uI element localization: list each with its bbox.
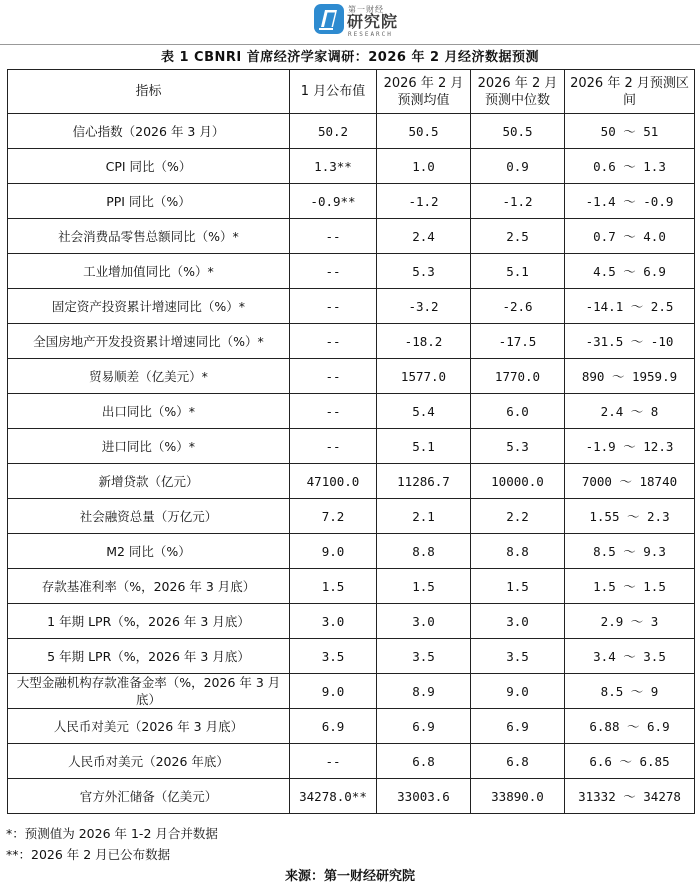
forecast-range-cell: 6.6 ～ 6.85: [565, 744, 695, 779]
table-row: [8, 534, 695, 569]
january-actual-cell: --: [290, 394, 377, 429]
forecast-range-cell: 2.4 ～ 8: [565, 394, 695, 429]
table-row: [8, 744, 695, 779]
table-header-row: [8, 70, 695, 114]
indicator-cell: 大型金融机构存款准备金率（%，2026 年 3 月底）: [8, 674, 290, 709]
indicator-cell: M2 同比（%）: [8, 534, 290, 569]
column-header-forecast-range: 2026 年 2 月预测区间: [565, 70, 695, 114]
january-actual-cell: 1.5: [290, 569, 377, 604]
table-row: [8, 324, 695, 359]
table-row: [8, 499, 695, 534]
january-actual-cell: --: [290, 219, 377, 254]
forecast-range-cell: 0.6 ～ 1.3: [565, 149, 695, 184]
forecast-median-cell: 50.5: [471, 114, 565, 149]
header: [0, 0, 700, 44]
forecast-median-cell: 6.8: [471, 744, 565, 779]
forecast-mean-cell: 2.1: [377, 499, 471, 534]
forecast-mean-cell: 8.8: [377, 534, 471, 569]
indicator-cell: CPI 同比（%）: [8, 149, 290, 184]
indicator-cell: 人民币对美元（2026 年底）: [8, 744, 290, 779]
table-row: [8, 569, 695, 604]
indicator-cell: 出口同比（%）*: [8, 394, 290, 429]
table-row: [8, 429, 695, 464]
indicator-cell: 人民币对美元（2026 年 3 月底）: [8, 709, 290, 744]
january-actual-cell: --: [290, 744, 377, 779]
logo: [313, 3, 423, 39]
forecast-mean-cell: 6.8: [377, 744, 471, 779]
table-row: [8, 114, 695, 149]
table-row: [8, 464, 695, 499]
forecast-mean-cell: -1.2: [377, 184, 471, 219]
indicator-cell: 全国房地产开发投资累计增速同比（%）*: [8, 324, 290, 359]
january-actual-cell: 9.0: [290, 534, 377, 569]
footnote-single-star: *：预测值为 2026 年 1-2 月合并数据: [6, 826, 218, 841]
indicator-cell: 存款基准利率（%，2026 年 3 月底）: [8, 569, 290, 604]
indicator-cell: 社会消费品零售总额同比（%）*: [8, 219, 290, 254]
forecast-range-cell: -1.4 ～ -0.9: [565, 184, 695, 219]
forecast-median-cell: 1770.0: [471, 359, 565, 394]
forecast-table: [7, 69, 695, 814]
table-row: [8, 779, 695, 814]
forecast-mean-cell: 2.4: [377, 219, 471, 254]
logo-brand-en: RESEARCH: [348, 31, 393, 38]
column-header-forecast-mean: 2026 年 2 月预测均值: [377, 70, 471, 114]
table-row: [8, 289, 695, 324]
forecast-range-cell: 8.5 ～ 9: [565, 674, 695, 709]
indicator-cell: 新增贷款（亿元）: [8, 464, 290, 499]
forecast-mean-cell: 50.5: [377, 114, 471, 149]
forecast-mean-cell: 1577.0: [377, 359, 471, 394]
column-header-forecast-median: 2026 年 2 月预测中位数: [471, 70, 565, 114]
indicator-cell: 官方外汇储备（亿美元）: [8, 779, 290, 814]
table-row: [8, 149, 695, 184]
forecast-median-cell: 9.0: [471, 674, 565, 709]
january-actual-cell: 47100.0: [290, 464, 377, 499]
forecast-median-cell: 10000.0: [471, 464, 565, 499]
forecast-mean-cell: -3.2: [377, 289, 471, 324]
column-header-january-actual: 1 月公布值: [290, 70, 377, 114]
forecast-median-cell: 3.5: [471, 639, 565, 674]
table-row: [8, 639, 695, 674]
january-actual-cell: --: [290, 359, 377, 394]
indicator-cell: PPI 同比（%）: [8, 184, 290, 219]
forecast-mean-cell: 1.5: [377, 569, 471, 604]
table-title: 表 1 CBNRI 首席经济学家调研：2026 年 2 月经济数据预测: [160, 50, 540, 65]
table-row: [8, 674, 695, 709]
january-actual-cell: 9.0: [290, 674, 377, 709]
forecast-mean-cell: 8.9: [377, 674, 471, 709]
january-actual-cell: 1.3**: [290, 149, 377, 184]
forecast-median-cell: 2.2: [471, 499, 565, 534]
forecast-mean-cell: 11286.7: [377, 464, 471, 499]
forecast-range-cell: -31.5 ～ -10: [565, 324, 695, 359]
header-divider: [0, 44, 700, 45]
january-actual-cell: --: [290, 429, 377, 464]
forecast-range-cell: 0.7 ～ 4.0: [565, 219, 695, 254]
forecast-range-cell: -14.1 ～ 2.5: [565, 289, 695, 324]
forecast-range-cell: 3.4 ～ 3.5: [565, 639, 695, 674]
forecast-range-cell: 6.88 ～ 6.9: [565, 709, 695, 744]
table-row: [8, 359, 695, 394]
forecast-median-cell: 1.5: [471, 569, 565, 604]
table-row: [8, 709, 695, 744]
forecast-range-cell: 1.55 ～ 2.3: [565, 499, 695, 534]
table-row: [8, 184, 695, 219]
forecast-mean-cell: 5.3: [377, 254, 471, 289]
book-logo-icon: [313, 3, 345, 35]
forecast-range-cell: 8.5 ～ 9.3: [565, 534, 695, 569]
logo-brand-big: 研究院: [347, 12, 399, 31]
january-actual-cell: --: [290, 254, 377, 289]
forecast-mean-cell: 3.5: [377, 639, 471, 674]
forecast-median-cell: 8.8: [471, 534, 565, 569]
forecast-range-cell: 2.9 ～ 3: [565, 604, 695, 639]
indicator-cell: 1 年期 LPR（%，2026 年 3 月底）: [8, 604, 290, 639]
logo-brand-small: 第一财经: [348, 5, 384, 14]
forecast-median-cell: -1.2: [471, 184, 565, 219]
january-actual-cell: 3.0: [290, 604, 377, 639]
forecast-range-cell: -1.9 ～ 12.3: [565, 429, 695, 464]
forecast-range-cell: 890 ～ 1959.9: [565, 359, 695, 394]
forecast-median-cell: 0.9: [471, 149, 565, 184]
indicator-cell: 进口同比（%）*: [8, 429, 290, 464]
forecast-median-cell: 3.0: [471, 604, 565, 639]
forecast-median-cell: 5.1: [471, 254, 565, 289]
forecast-mean-cell: 33003.6: [377, 779, 471, 814]
indicator-cell: 5 年期 LPR（%，2026 年 3 月底）: [8, 639, 290, 674]
forecast-median-cell: 6.9: [471, 709, 565, 744]
january-actual-cell: 6.9: [290, 709, 377, 744]
forecast-mean-cell: -18.2: [377, 324, 471, 359]
forecast-range-cell: 1.5 ～ 1.5: [565, 569, 695, 604]
forecast-mean-cell: 5.4: [377, 394, 471, 429]
forecast-median-cell: 6.0: [471, 394, 565, 429]
forecast-mean-cell: 3.0: [377, 604, 471, 639]
indicator-cell: 贸易顺差（亿美元）*: [8, 359, 290, 394]
indicator-cell: 信心指数（2026 年 3 月）: [8, 114, 290, 149]
footnote-double-star: **：2026 年 2 月已公布数据: [6, 847, 171, 862]
table-row: [8, 394, 695, 429]
indicator-cell: 社会融资总量（万亿元）: [8, 499, 290, 534]
forecast-median-cell: 33890.0: [471, 779, 565, 814]
column-header-indicator: 指标: [8, 70, 290, 114]
forecast-median-cell: 2.5: [471, 219, 565, 254]
forecast-median-cell: -17.5: [471, 324, 565, 359]
january-actual-cell: -0.9**: [290, 184, 377, 219]
forecast-range-cell: 31332 ～ 34278: [565, 779, 695, 814]
january-actual-cell: 7.2: [290, 499, 377, 534]
forecast-mean-cell: 1.0: [377, 149, 471, 184]
forecast-median-cell: 5.3: [471, 429, 565, 464]
indicator-cell: 固定资产投资累计增速同比（%）*: [8, 289, 290, 324]
january-actual-cell: 50.2: [290, 114, 377, 149]
forecast-range-cell: 7000 ～ 18740: [565, 464, 695, 499]
january-actual-cell: 34278.0**: [290, 779, 377, 814]
january-actual-cell: --: [290, 289, 377, 324]
table-row: [8, 219, 695, 254]
table-row: [8, 254, 695, 289]
forecast-range-cell: 50 ～ 51: [565, 114, 695, 149]
table-row: [8, 604, 695, 639]
forecast-range-cell: 4.5 ～ 6.9: [565, 254, 695, 289]
forecast-mean-cell: 5.1: [377, 429, 471, 464]
january-actual-cell: --: [290, 324, 377, 359]
forecast-mean-cell: 6.9: [377, 709, 471, 744]
source-line: 来源：第一财经研究院: [284, 869, 415, 884]
forecast-median-cell: -2.6: [471, 289, 565, 324]
table-body: [8, 114, 695, 814]
indicator-cell: 工业增加值同比（%）*: [8, 254, 290, 289]
january-actual-cell: 3.5: [290, 639, 377, 674]
